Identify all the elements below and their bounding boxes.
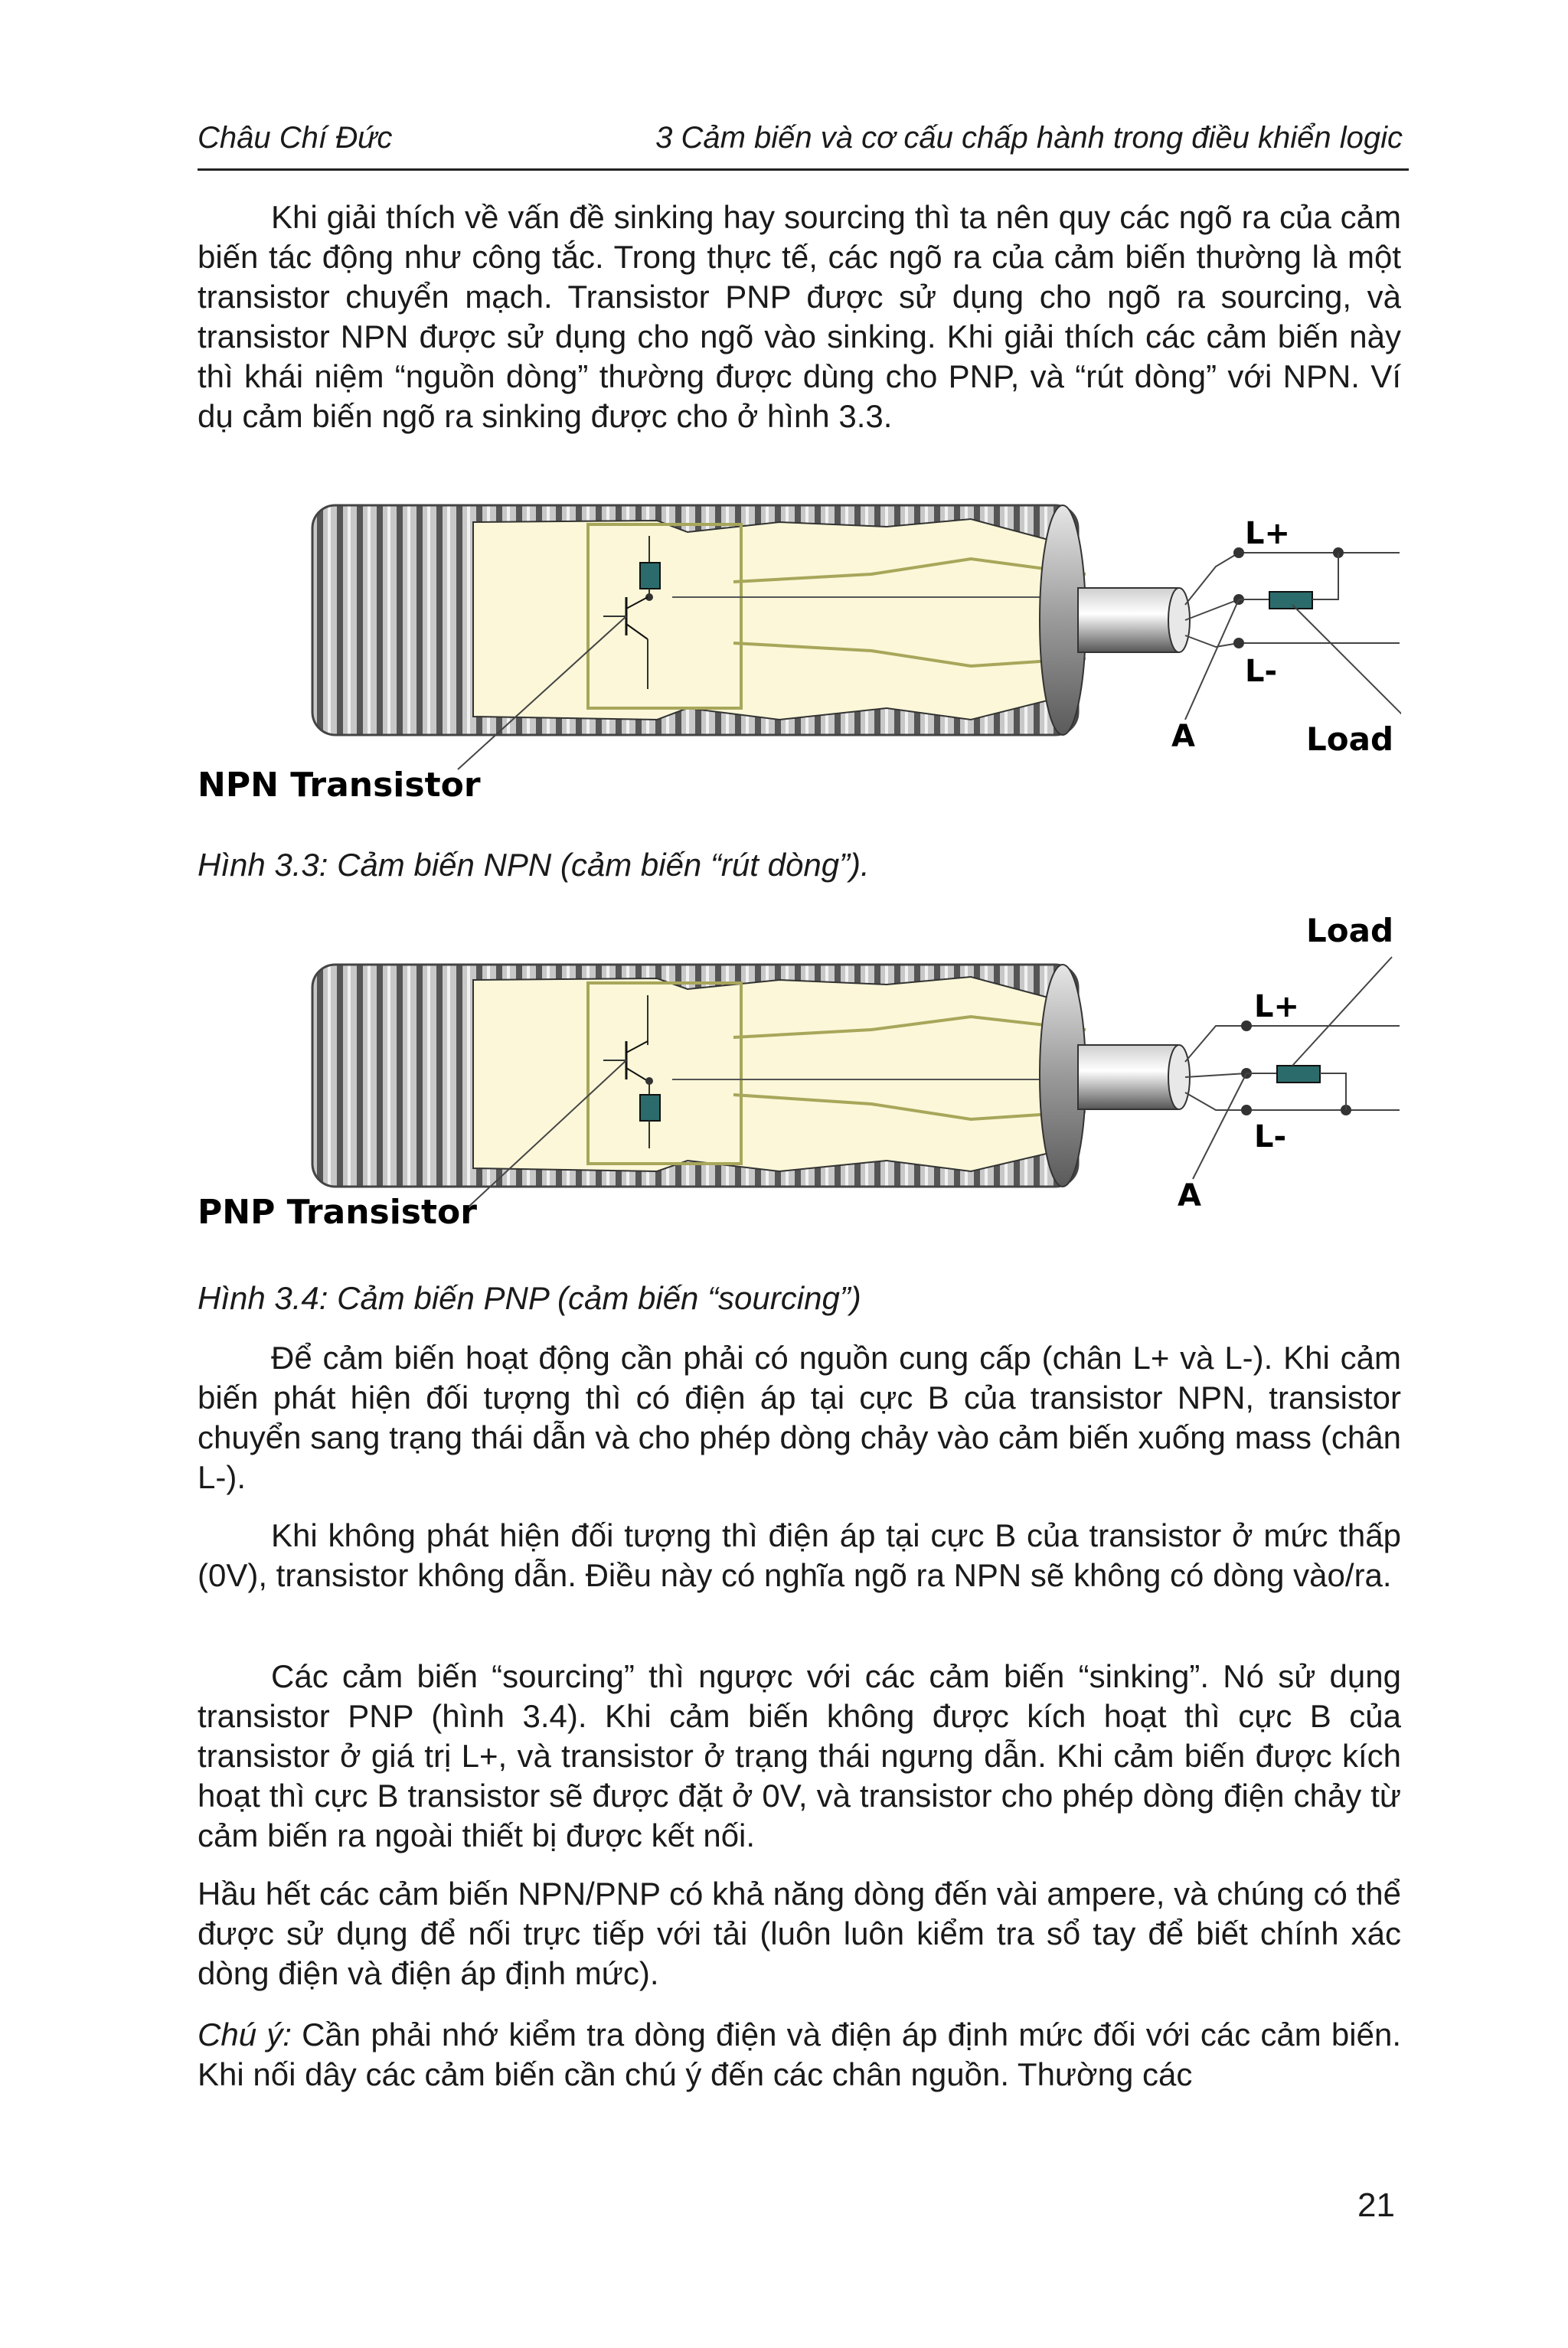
- paragraph-power-supply: Để cảm biến hoạt động cần phải có nguồn cung cấp (chân L+ và L-). Khi cảm biến phát hiện đối tượng thì có điện áp tại cực B của transistor NPN, transistor chuyển sang trạng thái dẫn và cho phép dòng chảy vào cảm biến xuống mass (chân L-).: [198, 1340, 1401, 1495]
- figure-npn-sensor: [198, 490, 1401, 819]
- paragraph-sourcing: Các cảm biến “sourcing” thì ngược với các cảm biến “sinking”. Nó sử dụng transistor PNP (hình 3.4). Khi cảm biến không được kích hoạt thì cực B của transistor ở giá trị L+, và transistor ở trạng thái ngưng dẫn. Khi cảm biến được kích hoạt thì cực B transistor sẽ được đặt ở 0V, và transistor cho phép dòng điện chảy từ cảm biến ra ngoài thiết bị được kết nối.: [198, 1658, 1401, 1853]
- label-lplus: L+: [1254, 989, 1300, 1024]
- figure-pnp-sensor: [198, 903, 1401, 1248]
- paragraph-sinking-sourcing: Khi giải thích về vấn đề sinking hay sourcing thì ta nên quy các ngõ ra của cảm biến tác động như công tắc. Trong thực tế, các ngõ ra của cảm biến thường là một transistor chuyển mạch. Transistor PNP được sử dụng cho ngõ ra sourcing, và transistor NPN được sử dụng cho ngõ vào sinking. Khi giải thích các cảm biến này thì khái niệm “nguồn dòng” thường được dùng cho PNP, và “rút dòng” với NPN. Ví dụ cảm biến ngõ ra sinking được cho ở hình 3.3.: [198, 199, 1401, 434]
- header-chapter-title: 3 Cảm biến và cơ cấu chấp hành trong điều khiển logic: [655, 121, 1403, 155]
- paragraph-note: [198, 2015, 1401, 2095]
- label-npn-transistor: NPN Transistor: [198, 766, 481, 805]
- page-header: [198, 115, 1409, 171]
- load-resistor: [1269, 592, 1312, 609]
- figure-caption-3-3: Hình 3.3: Cảm biến NPN (cảm biến “rút dòng”).: [198, 847, 870, 883]
- sensor-cable: [1078, 588, 1178, 652]
- label-lplus: L+: [1245, 516, 1291, 551]
- label-lminus: L-: [1254, 1119, 1287, 1154]
- label-load: Load: [1306, 720, 1394, 758]
- label-a: A: [1171, 719, 1195, 754]
- label-load: Load: [1306, 912, 1394, 949]
- header-author: Châu Chí Đức: [198, 121, 393, 155]
- label-pnp-transistor: PNP Transistor: [198, 1193, 477, 1232]
- resistor: [640, 563, 660, 589]
- page-number: 21: [1357, 2186, 1395, 2224]
- load-resistor: [1277, 1066, 1320, 1083]
- resistor: [640, 1095, 660, 1121]
- paragraph-current-capacity: Hầu hết các cảm biến NPN/PNP có khả năng dòng đến vài ampere, và chúng có thể được sử dụng để nối trực tiếp với tải (luôn luôn kiểm tra sổ tay để biết chính xác dòng điện và điện áp định mức).: [198, 1876, 1401, 1991]
- label-a: A: [1178, 1178, 1201, 1213]
- note-text: Cần phải nhớ kiểm tra dòng điện và điện áp định mức đối với các cảm biến. Khi nối dây các cảm biến cần chú ý đến các chân nguồn. Thường các: [198, 2017, 1401, 2092]
- sensor-cutaway: [473, 977, 1063, 1171]
- paragraph-no-detection: Khi không phát hiện đối tượng thì điện áp tại cực B của transistor ở mức thấp (0V), transistor không dẫn. Điều này có nghĩa ngõ ra NPN sẽ không có dòng vào/ra.: [198, 1517, 1401, 1593]
- sensor-cable: [1078, 1045, 1178, 1109]
- figure-caption-3-4: Hình 3.4: Cảm biến PNP (cảm biến “sourcing”): [198, 1280, 861, 1316]
- sensor-cutaway: [473, 519, 1063, 720]
- label-lminus: L-: [1245, 654, 1278, 689]
- note-label: Chú ý:: [198, 2017, 292, 2052]
